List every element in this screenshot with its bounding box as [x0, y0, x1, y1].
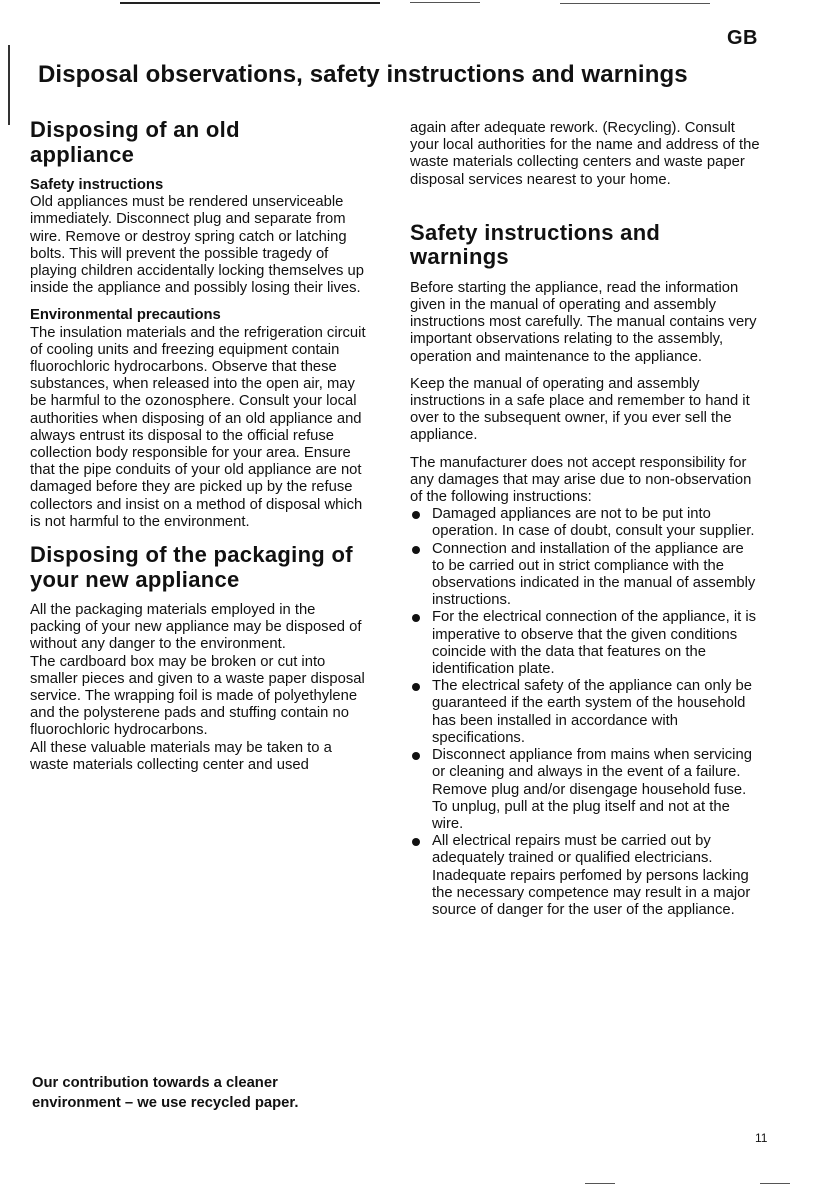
bullet-dot-icon: [412, 511, 420, 519]
safety-paragraph-2: Keep the manual of operating and assembly instructions in a safe place and remember to hand it over to the subsequent owner, if you ever sell the appliance.: [410, 375, 750, 444]
page-title: Disposal observations, safety instructions and warnings: [38, 61, 688, 88]
bullet-text: For the electrical connection of the appliance, it is imperative to observe that the given conditions coincide with the data that features on the identification plate.: [432, 609, 757, 678]
packaging-paragraph-2: The cardboard box may be broken or cut into smaller pieces and given to a waste paper disposal service. The wrapping foil is made of polyethylene and the polysterene pads and stuffing contain no fluorochloric hydrocarbons.: [30, 653, 365, 739]
packaging-paragraph-1: All the packaging materials employed in the packing of your new appliance may be disposed of without any danger to the environment.: [30, 602, 362, 653]
bullet-dot-icon: [412, 752, 420, 760]
list-item: [410, 833, 760, 919]
recycling-continued-text: again after adequate rework. (Recycling). Consult your local authorities for the name and address of the waste materials collecting centers and waste paper disposal services nearest to your home.: [410, 120, 760, 188]
page-edge-mark: [8, 45, 10, 125]
bullet-dot-icon: [412, 546, 420, 554]
section-heading-disposing-packaging: Disposing of the packaging of your new appliance: [30, 542, 353, 592]
recycled-paper-note-line-2: environment – we use recycled paper.: [32, 1095, 299, 1111]
language-tag: GB: [727, 27, 758, 49]
bullet-text: All electrical repairs must be carried out by adequately trained or qualified electricians. Inadequate repairs perfomed by persons lacking the necessary competence may result in a major source of danger for the user of the appliance.: [432, 833, 751, 918]
top-scan-rule: [410, 2, 480, 3]
safety-instructions-text: Old appliances must be rendered unserviceable immediately. Disconnect plug and separate from wire. Remove or destroy spring catch or latching bolts. This will prevent the possible tragedy of playing children accidentally locking themselves up inside the appliance and possibly losing their lives.: [30, 194, 364, 297]
recycled-paper-note: [32, 1073, 372, 1113]
top-scan-rule: [120, 2, 380, 4]
list-item: [410, 609, 760, 678]
bullet-text: Disconnect appliance from mains when servicing or cleaning and always in the event of a failure. Remove plug and/or disengage household fuse. To unplug, pull at the plug itself and not at the wire.: [432, 747, 752, 832]
list-item: [410, 678, 760, 747]
packaging-paragraph-3: All these valuable materials may be taken to a waste materials collecting center and used: [30, 739, 332, 773]
section-heading-safety-warnings: Safety instructions and warnings: [410, 219, 661, 270]
list-item: [410, 506, 760, 540]
safety-paragraph-1: Before starting the appliance, read the information given in the manual of operating and assembly instructions most carefully. The manual contains very important observations relating to the assembly, operation and maintenance to the appliance.: [410, 279, 757, 365]
bullet-dot-icon: [412, 838, 420, 846]
environmental-precautions-text: The insulation materials and the refrigeration circuit of cooling units and freezing equipment contain fluorochloric hydrocarbons. Observe that these substances, when released into the open air, may be harmful to the ozonosphere. Consult your local authorities when disposing of an old appliance and always entrust its disposal to the official refuse collection body responsible for your area. Ensure that the pipe conduits of your old appliance are not damaged before they are picked up by the refuse collectors and insist on a method of disposal which is not harmful to the environment.: [30, 324, 366, 530]
safety-paragraph-3: The manufacturer does not accept responsibility for any damages that may arise due to non-observation of the following instructions:: [410, 454, 752, 506]
bullet-text: The electrical safety of the appliance can only be guaranteed if the earth system of the household has been installed in accordance with specifications.: [432, 678, 752, 746]
left-column: [30, 118, 370, 774]
subheading-environmental-precautions: Environmental precautions: [30, 307, 221, 324]
right-column: [410, 120, 760, 919]
bullet-text: Damaged appliances are not to be put into operation. In case of doubt, consult your supplier.: [432, 506, 755, 540]
top-scan-rule: [560, 3, 710, 4]
recycled-paper-note-line-1: Our contribution towards a cleaner: [32, 1075, 278, 1091]
page-number: 11: [755, 1131, 768, 1145]
bullet-dot-icon: [412, 683, 420, 691]
list-item: [410, 541, 760, 610]
list-item: [410, 747, 760, 833]
bottom-scan-rule: [760, 1183, 790, 1184]
bullet-text: Connection and installation of the appliance are to be carried out in strict compliance with the observations indicated in the manual of assembly instructions.: [432, 540, 756, 609]
section-heading-disposing-old-appliance: Disposing of an old appliance: [30, 117, 240, 167]
bottom-scan-rule: [585, 1183, 615, 1184]
subheading-safety-instructions: Safety instructions: [30, 177, 164, 193]
bullet-dot-icon: [412, 614, 420, 622]
safety-bullet-list: [410, 506, 760, 919]
